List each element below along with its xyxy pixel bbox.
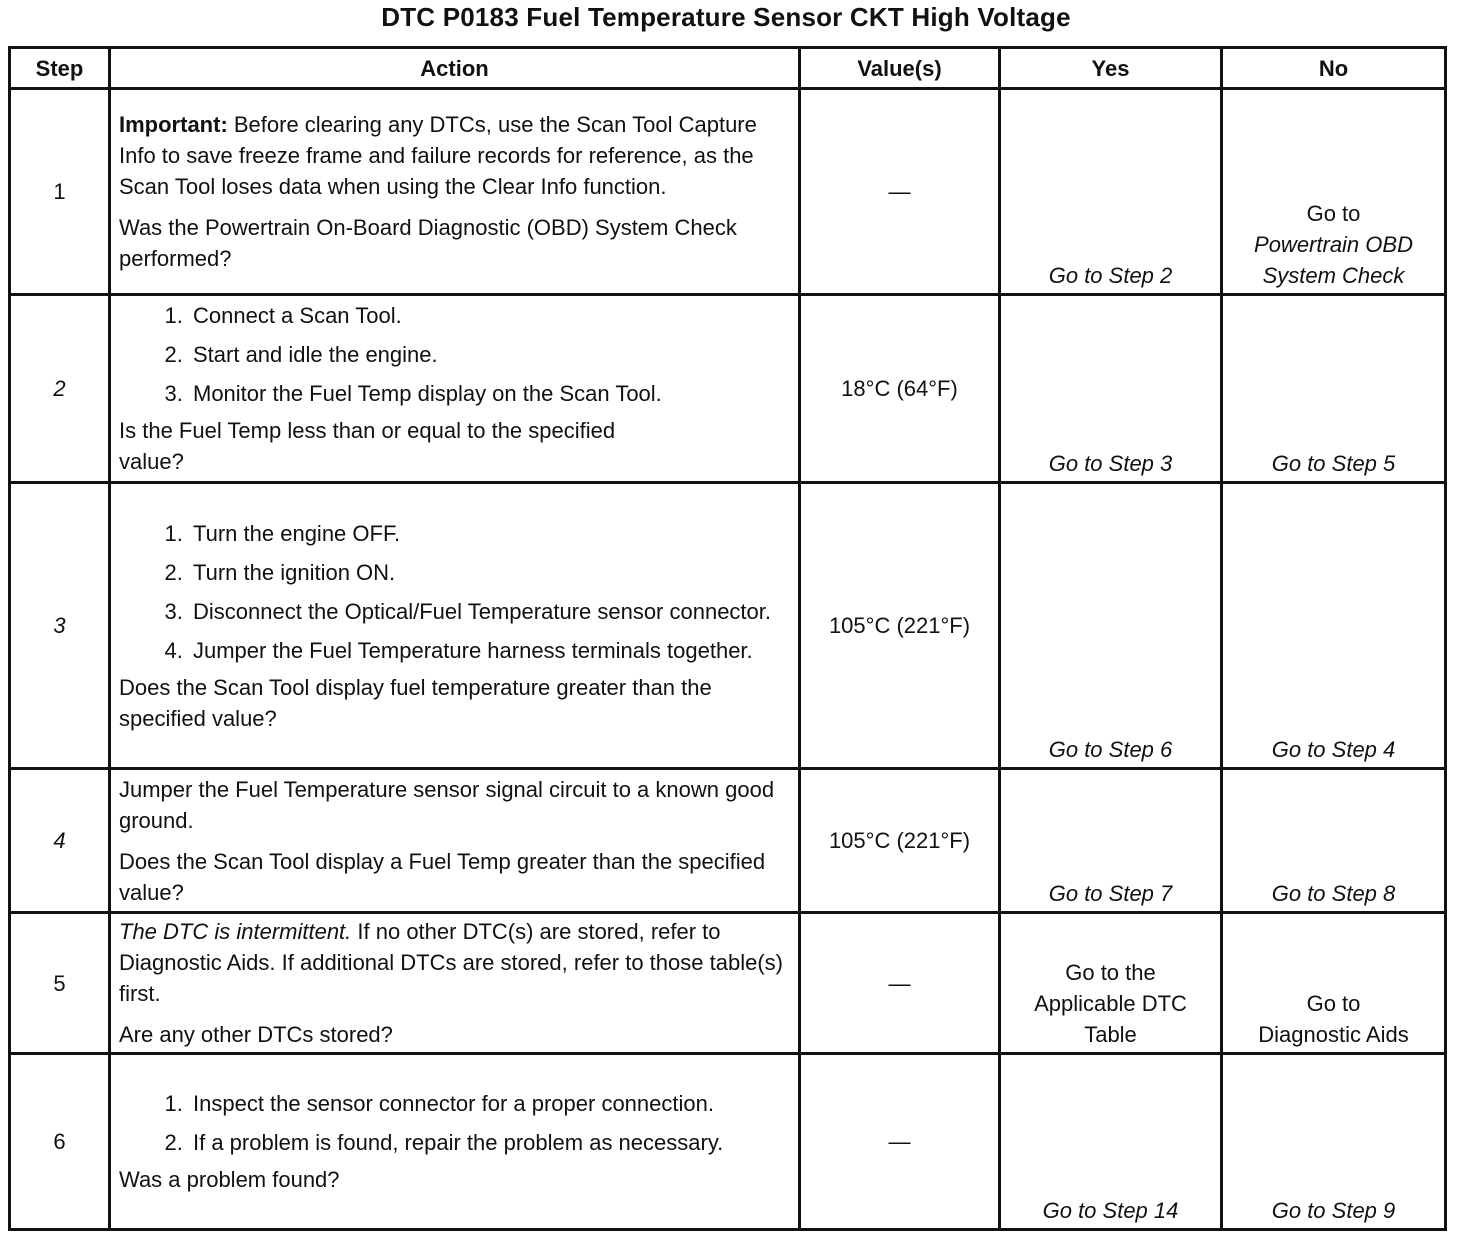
action-list-item: 1. Inspect the sensor connector for a proper connection. (189, 1088, 792, 1119)
action-cell (110, 295, 800, 483)
action-question: Is the Fuel Temp less than or equal to the specified value? (119, 418, 616, 474)
action-text-italic: The DTC is intermittent. (119, 919, 352, 944)
action-cell (110, 89, 800, 295)
table-row (10, 1054, 1446, 1230)
step-number: 4 (10, 769, 110, 913)
action-list (119, 300, 792, 409)
table-row (10, 913, 1446, 1054)
value-cell: — (800, 913, 1000, 1054)
no-cell: Go to Step 4 (1222, 483, 1446, 769)
value-cell: 105°C (221°F) (800, 483, 1000, 769)
value-cell: 18°C (64°F) (800, 295, 1000, 483)
action-question: Are any other DTCs stored? (119, 1022, 393, 1047)
action-question: Was a problem found? (119, 1167, 340, 1192)
step-number: 1 (10, 89, 110, 295)
yes-cell: Go to Step 3 (1000, 295, 1222, 483)
action-question: Was the Powertrain On-Board Diagnostic (OBD) System Check performed? (119, 215, 737, 271)
action-text: Jumper the Fuel Temperature sensor signal circuit to a known good ground. (119, 776, 775, 833)
important-text: Before clearing any DTCs, use the Scan Tool Capture Info to save freeze frame and failure records for reference, as the Scan Tool loses data when using the Clear Info function. (119, 112, 757, 199)
action-question: Does the Scan Tool display fuel temperature greater than the specified value? (119, 674, 712, 731)
header-row (10, 48, 1446, 89)
action-list-item: 2. Start and idle the engine. (189, 339, 792, 370)
table-row (10, 295, 1446, 483)
no-cell: Go to Step 8 (1222, 769, 1446, 913)
action-list-item: 1. Turn the engine OFF. (189, 518, 792, 549)
action-cell (110, 1054, 800, 1230)
yes-cell: Go to Step 7 (1000, 769, 1222, 913)
diagnostic-table (8, 46, 1447, 1231)
header-yes: Yes (1000, 48, 1222, 89)
step-number: 6 (10, 1054, 110, 1230)
step-number: 2 (10, 295, 110, 483)
action-text (119, 916, 792, 1009)
action-text (119, 109, 792, 202)
action-list-item: 2. Turn the ignition ON. (189, 557, 792, 588)
table-row (10, 769, 1446, 913)
action-list-item: 3. Disconnect the Optical/Fuel Temperature sensor connector. (189, 596, 792, 627)
page-title: DTC P0183 Fuel Temperature Sensor CKT High Voltage (381, 2, 1071, 32)
no-link: Powertrain OBD System Check (1254, 232, 1413, 288)
yes-cell: Go to Step 2 (1000, 89, 1222, 295)
action-text-rest: If no other DTC(s) are stored, refer to Diagnostic Aids. If additional DTCs are stored, refer to those table(s) first. (119, 919, 783, 1006)
action-cell (110, 483, 800, 769)
header-step: Step (10, 48, 110, 89)
table-row (10, 483, 1446, 769)
header-no: No (1222, 48, 1446, 89)
action-list-item: 1. Connect a Scan Tool. (189, 300, 792, 331)
yes-cell: Go to the Applicable DTC Table (1000, 913, 1222, 1054)
header-values: Value(s) (800, 48, 1000, 89)
action-cell (110, 913, 800, 1054)
value-cell: — (800, 1054, 1000, 1230)
action-list (119, 1088, 792, 1158)
table-row (10, 89, 1446, 295)
value-cell: 105°C (221°F) (800, 769, 1000, 913)
no-cell (1222, 89, 1446, 295)
no-cell: Go to Diagnostic Aids (1222, 913, 1446, 1054)
no-cell: Go to Step 9 (1222, 1054, 1446, 1230)
yes-cell: Go to Step 14 (1000, 1054, 1222, 1230)
action-cell (110, 769, 800, 913)
yes-cell: Go to Step 6 (1000, 483, 1222, 769)
action-list-item: 4. Jumper the Fuel Temperature harness terminals together. (189, 635, 792, 666)
action-list (119, 518, 792, 666)
action-list-item: 2. If a problem is found, repair the problem as necessary. (189, 1127, 792, 1158)
important-label: Important: (119, 112, 228, 137)
header-action: Action (110, 48, 800, 89)
action-question: Does the Scan Tool display a Fuel Temp greater than the specified value? (119, 848, 766, 905)
step-number: 5 (10, 913, 110, 1054)
action-list-item: 3. Monitor the Fuel Temp display on the Scan Tool. (189, 378, 792, 409)
step-number: 3 (10, 483, 110, 769)
value-cell: — (800, 89, 1000, 295)
no-cell: Go to Step 5 (1222, 295, 1446, 483)
no-prefix: Go to (1306, 201, 1361, 226)
